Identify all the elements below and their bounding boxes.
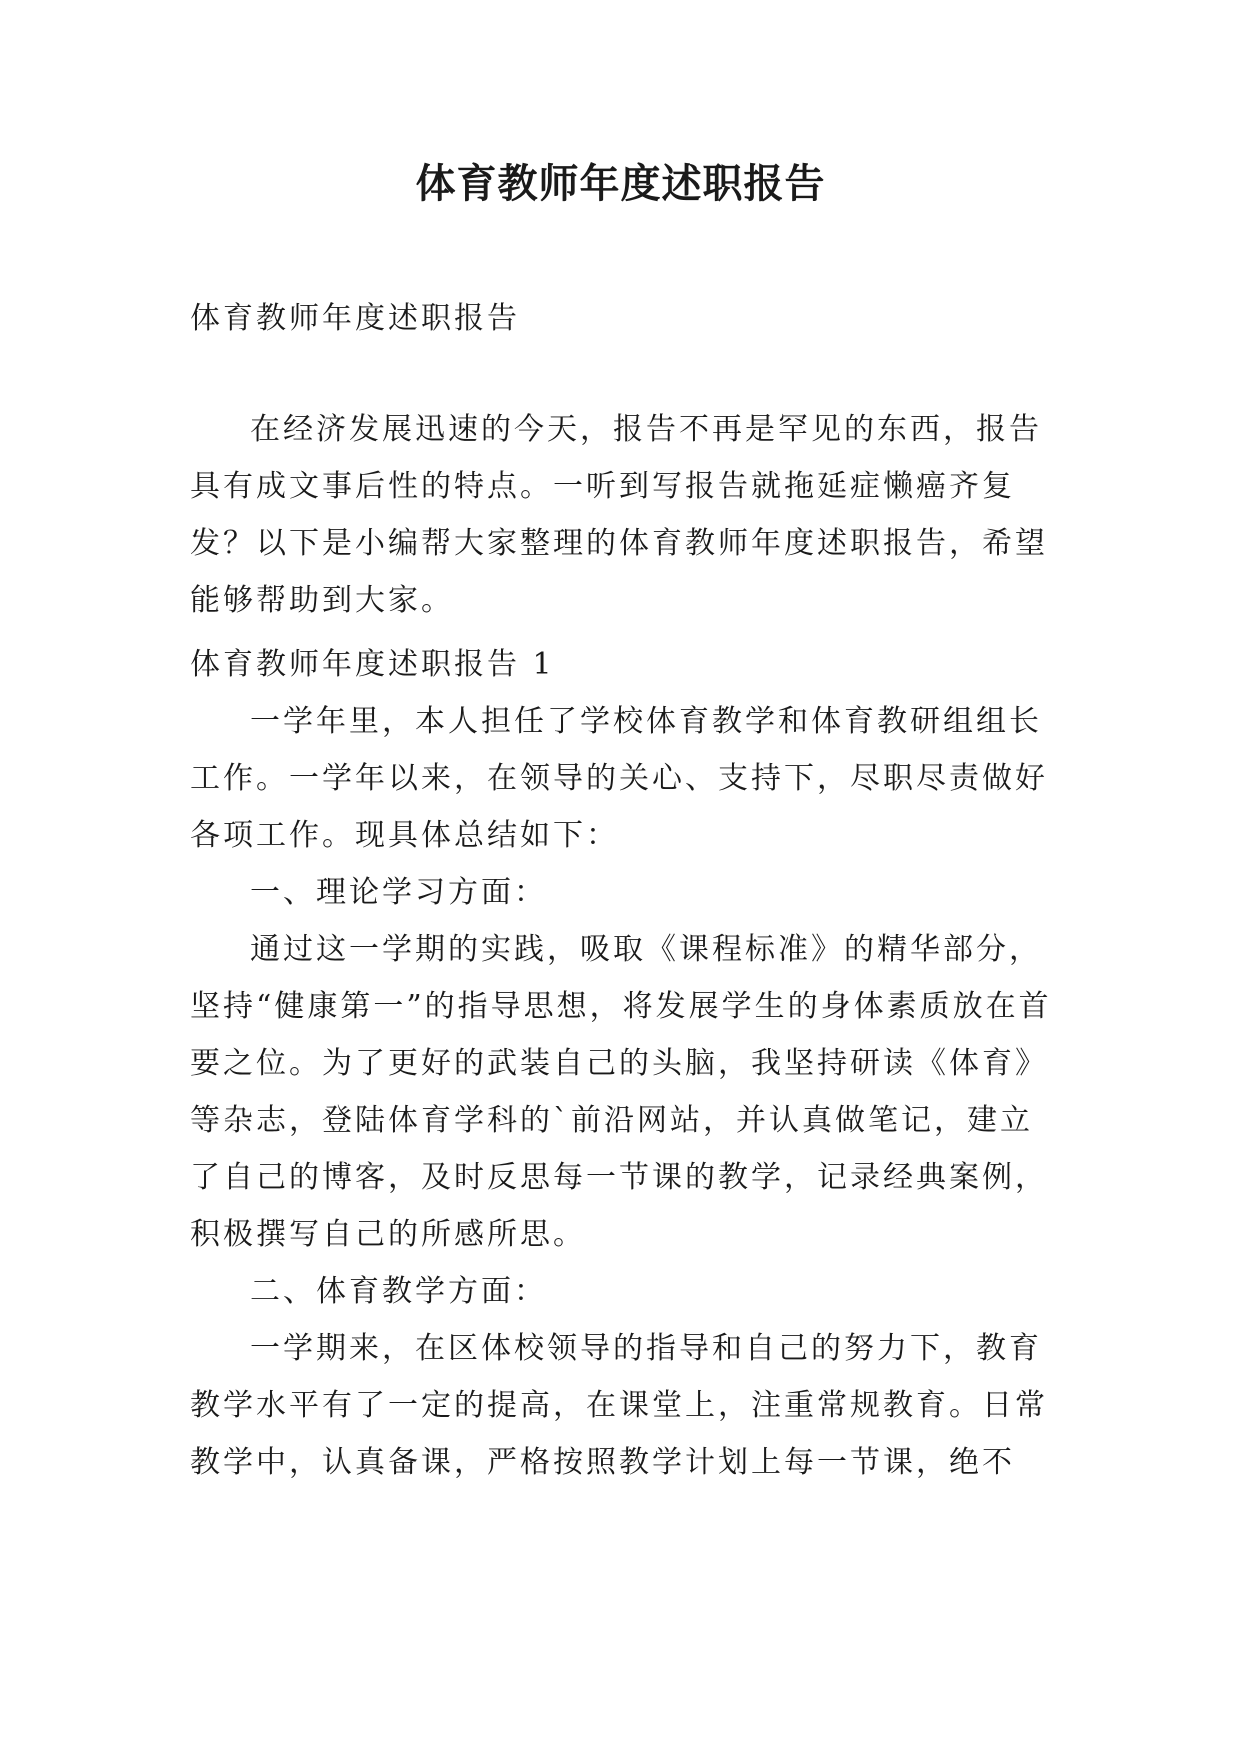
report-section-1 bbox=[190, 647, 1054, 1491]
subtitle-text: 体育教师年度述职报告 bbox=[190, 301, 520, 336]
intro-paragraph: 在经济发展迅速的今天，报告不再是罕见的东西，报告具有成文事后性的特点。一听到写报告就拖延症懒癌齐复发？以下是小编帮大家整理的体育教师年度述职报告，希望能够帮助到大家。 bbox=[190, 412, 1048, 618]
intro-section bbox=[190, 401, 1054, 629]
section-paragraph: 通过这一学期的实践，吸取《课程标准》的精华部分，坚持“健康第一”的指导思想，将发展学生的身体素质放在首要之位。为了更好的武装自己的头脑，我坚持研读《体育》等杂志，登陆体育学科的`前沿网站，并认真做笔记，建立了自己的博客，及时反思每一节课的教学，记录经典案例，积极撰写自己的所感所思。 bbox=[190, 932, 1052, 1252]
section-heading: 体育教师年度述职报告 1 bbox=[190, 647, 555, 682]
section-subheading-teaching: 二、体育教学方面： bbox=[250, 1274, 547, 1309]
section-paragraph: 一学期来，在区体校领导的指导和自己的努力下，教育教学水平有了一定的提高，在课堂上，注重常规教育。日常教学中，认真备课，严格按照教学计划上每一节课，绝不 bbox=[190, 1331, 1048, 1480]
section-subheading-theory: 一、理论学习方面： bbox=[250, 875, 547, 910]
document-subtitle bbox=[190, 290, 1054, 347]
section-paragraph: 一学年里，本人担任了学校体育教学和体育教研组组长工作。一学年以来，在领导的关心、支持下，尽职尽责做好各项工作。现具体总结如下： bbox=[190, 704, 1048, 853]
document-title: 体育教师年度述职报告 bbox=[415, 160, 826, 207]
